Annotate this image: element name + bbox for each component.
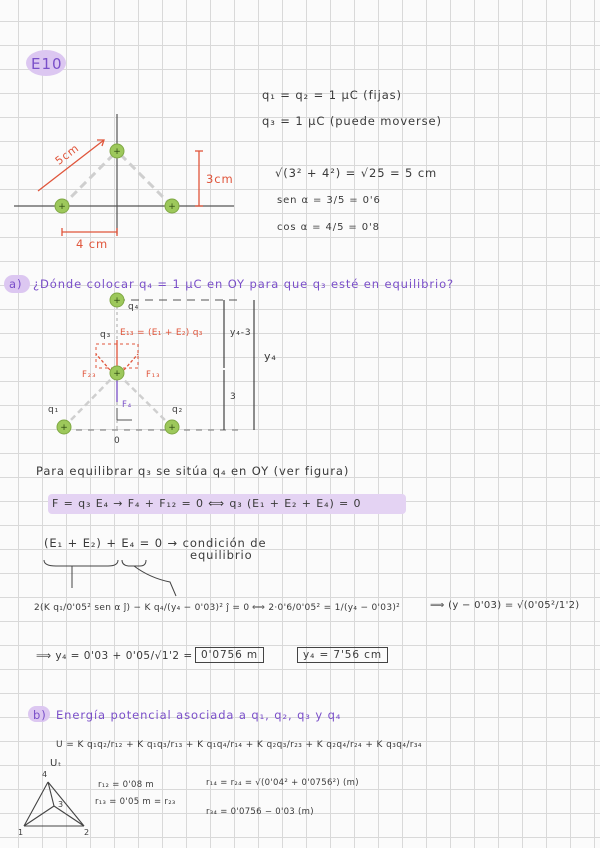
svg-text:+: + <box>60 423 68 433</box>
tetra-node-1: 1 <box>18 828 24 837</box>
fig2-charge-signs <box>60 296 176 433</box>
fig2-label-y4: y₄ <box>264 350 277 363</box>
tetra-node-3: 3 <box>58 800 64 809</box>
tetra-node-4: 4 <box>42 770 48 779</box>
part-a-prefix: a) <box>9 277 23 291</box>
fig2-label-q3: q₃ <box>100 330 112 340</box>
given-hyp: √(3² + 4²) = √25 = 5 cm <box>275 166 438 180</box>
part-a-eq2: (E₁ + E₂) + E₄ = 0 → condición de <box>44 536 267 550</box>
fig2-label-e13: E₁₃ = (E₁ + E₂) q₃ <box>120 328 203 338</box>
fig2-line-13 <box>64 373 117 427</box>
answer-meters: 0'0756 m <box>195 647 264 663</box>
brace-e4-arrow <box>134 566 176 596</box>
svg-text:+: + <box>168 423 176 433</box>
svg-text:+: + <box>58 202 66 212</box>
brace-e12 <box>44 560 118 566</box>
given-cos: cos α = 4/5 = 0'8 <box>277 222 380 233</box>
fig2-label-3: 3 <box>230 392 237 402</box>
svg-text:+: + <box>168 202 176 212</box>
part-a-eq2b: equilibrio <box>190 548 253 562</box>
fig2-charges <box>57 293 179 434</box>
fig2-label-q4: q₄ <box>128 302 140 312</box>
part-b-Ut: Uₜ <box>50 758 63 769</box>
part-a-eq3-mid: ⟺ 2·0'6/0'05² = 1/(y₄ − 0'03)² <box>252 603 401 613</box>
fig2-label-q2: q₂ <box>172 405 184 415</box>
fig2-label-f23: F₂₃ <box>82 370 97 380</box>
exercise-title: E10 <box>31 55 63 73</box>
tetra-figure <box>24 782 84 826</box>
fig1-line-23 <box>117 151 172 206</box>
fig1-label-4cm: 4 cm <box>76 237 109 251</box>
fig2-label-f13: F₁₃ <box>146 370 161 380</box>
part-a-eq1: F = q₃ E₄ → F₄ + F₁₂ = 0 ⟺ q₃ (E₁ + E₂ + E₄) = 0 <box>52 497 362 510</box>
part-a-eq4: ⟹ y₄ = 0'03 + 0'05/√1'2 = <box>36 650 193 662</box>
part-b-r12: r₁₂ = 0'08 m <box>98 780 154 790</box>
part-a-question: ¿Dónde colocar q₄ = 1 μC en OY para que q₃ esté en equilibrio? <box>33 277 455 291</box>
part-b-r34: r₃₄ = 0'0756 − 0'03 (m) <box>206 807 314 817</box>
fig1-label-5cm: 5cm <box>52 141 82 168</box>
tetra-node-2: 2 <box>84 828 90 837</box>
svg-text:+: + <box>113 147 121 157</box>
given-line2: q₃ = 1 μC (puede moverse) <box>262 114 442 128</box>
part-b-prefix: b) <box>33 708 47 722</box>
fig2-label-q1: q₁ <box>48 405 60 415</box>
part-a-eq3-right: ⟹ (y − 0'03) = √(0'05²/1'2) <box>430 600 580 611</box>
fig2-label-f4: F₄ <box>122 400 133 410</box>
part-a-eq3-left: 2(K q₁/0'05² sen α ĵ) − K q₄/(y₄ − 0'03)² ĵ = 0 <box>34 603 250 613</box>
part-b-heading: Energía potencial asociada a q₁, q₂, q₃ y q₄ <box>56 708 342 722</box>
answer-cm: y₄ = 7'56 cm <box>297 647 388 663</box>
given-line1: q₁ = q₂ = 1 μC (fijas) <box>262 88 402 102</box>
fig2-label-origin: 0 <box>114 436 121 446</box>
svg-text:+: + <box>113 296 121 306</box>
fig2-label-y4m3: y₄-3 <box>230 328 252 338</box>
given-sen: sen α = 3/5 = 0'6 <box>277 195 381 206</box>
svg-text:+: + <box>113 369 121 379</box>
part-b-U-formula: U = K q₁q₂/r₁₂ + K q₁q₃/r₁₃ + K q₁q₄/r₁₄ + K q₂q₃/r₂₃ + K q₂q₄/r₂₄ + K q₃q₄/r₃₄ <box>56 740 422 750</box>
part-a-line1: Para equilibrar q₃ se sitúa q₄ en OY (ver figura) <box>36 464 350 478</box>
part-b-r13: r₁₃ = 0'05 m = r₂₃ <box>95 797 176 807</box>
part-b-r14: r₁₄ = r₂₄ = √(0'04² + 0'0756²) (m) <box>206 778 359 788</box>
fig1-label-3cm: 3cm <box>206 172 234 186</box>
brace-e4 <box>122 560 146 566</box>
